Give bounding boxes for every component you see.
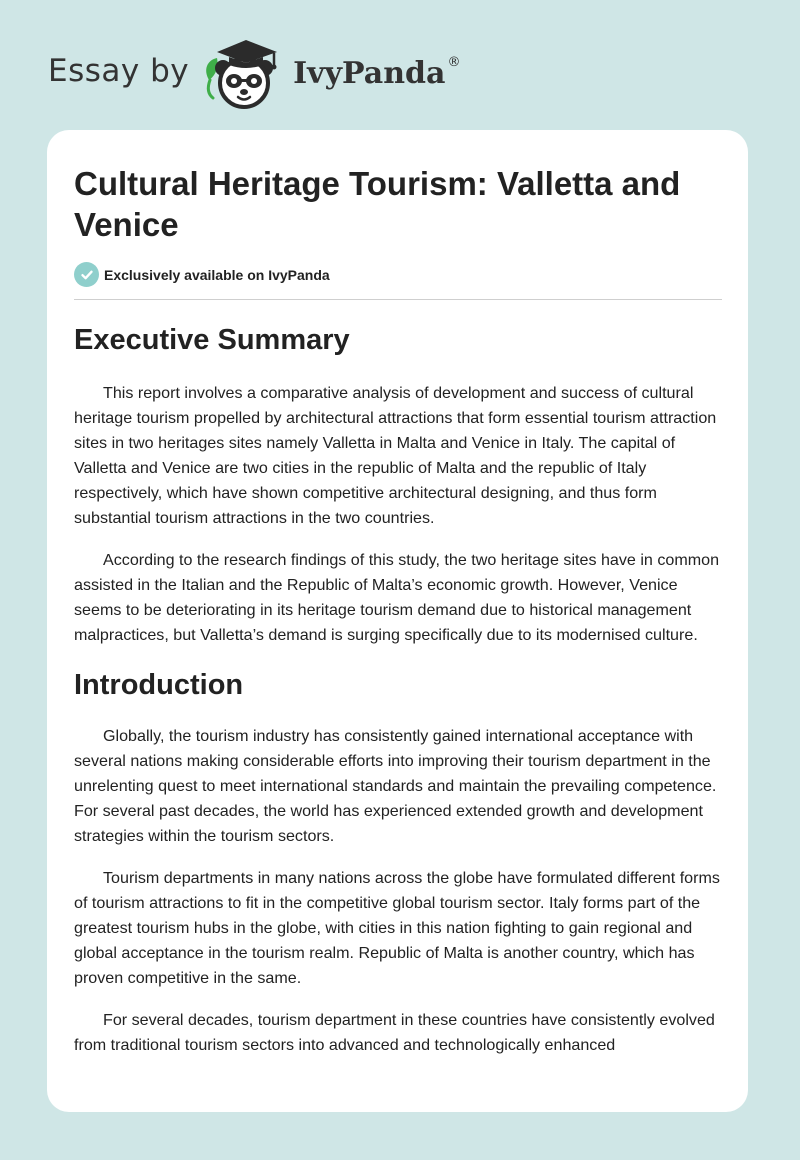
section-executive-summary	[74, 323, 722, 648]
exclusive-notice	[74, 262, 722, 300]
panda-mascot-logo[interactable]	[201, 34, 289, 114]
section-heading: Executive Summary	[74, 324, 350, 356]
essay-card	[47, 130, 748, 1112]
section-heading: Introduction	[74, 669, 244, 701]
paragraph: According to the research findings of this study, the two heritage sites have in common assisted in the Italian and the Republic of Malta’s economic growth. However, Venice seems to be deteriorating in its heritage tourism demand due to historical management malpractices, but Valletta’s demand is surging specifically due to its modernised culture.	[74, 551, 720, 644]
site-header	[48, 34, 460, 114]
paragraph: Tourism departments in many nations across the globe have formulated different forms of tourism attractions to fit in the competitive global tourism sector. Italy forms part of the greatest tourism hubs in the globe, with cities in this nation fighting to gain regional and global acceptance in the tourism realm. Republic of Malta is another country, which has proven competitive in the same.	[74, 869, 720, 987]
page-title: Cultural Heritage Tourism: Valletta and Venice	[74, 165, 681, 243]
paragraph: Globally, the tourism industry has consistently gained international acceptance with several nations making considerable efforts into improving their tourism department in the unrelenting quest to meet international standards and maintain the prevailing competence. For several past decades, the world has experienced extended growth and development strategies within the tourism sectors.	[74, 727, 717, 845]
exclusive-label: Exclusively available on IvyPanda	[104, 266, 330, 283]
panda-graduate-icon	[201, 34, 289, 114]
section-introduction	[74, 668, 722, 1058]
brand-prefix: Essay by	[48, 53, 190, 89]
registered-mark: ®	[447, 54, 461, 70]
check-icon	[74, 262, 99, 287]
brand-name[interactable]: IvyPanda	[293, 55, 446, 91]
paragraph: This report involves a comparative analysis of development and success of cultural heritage tourism propelled by architectural attractions that form essential tourism attraction sites in two heritages sites namely Valletta in Malta and Venice in Italy. The capital of Valletta and Venice are two cities in the republic of Malta and the republic of Italy respectively, which have shown competitive architectural designing, and thus form substantial tourism attractions in the two countries.	[74, 384, 717, 527]
paragraph: For several decades, tourism department in these countries have consistently evolved from traditional tourism sectors into advanced and technologically enhanced	[74, 1011, 715, 1054]
